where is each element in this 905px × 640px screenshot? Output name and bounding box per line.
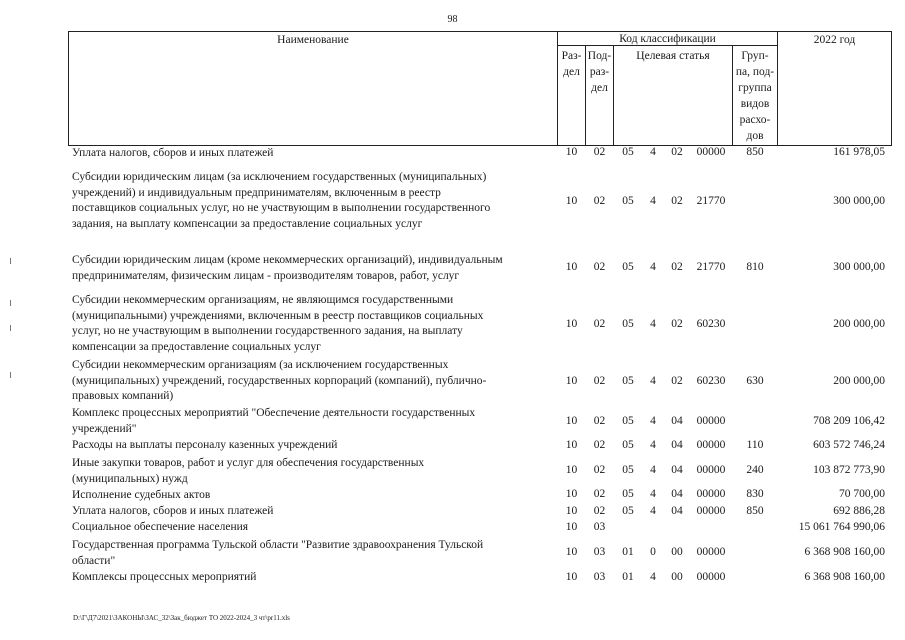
- cell-t2: 4: [650, 571, 656, 583]
- cell-t4: 21770: [696, 261, 726, 273]
- cell-podrazdel: 02: [593, 415, 606, 427]
- cell-t3: 02: [671, 261, 683, 273]
- cell-t1: 05: [622, 375, 634, 387]
- cell-t3: 04: [671, 488, 683, 500]
- cell-t4: 00000: [696, 464, 726, 476]
- row-name-line: области": [72, 554, 116, 567]
- cell-razdel: 10: [565, 464, 578, 476]
- cell-t2: 0: [650, 546, 656, 558]
- row-name-line: Иные закупки товаров, работ и услуг для обеспечения государственных: [72, 457, 425, 469]
- header-year: 2022 год: [813, 34, 856, 46]
- page-number: 98: [447, 14, 458, 25]
- row-name-line: Субсидии юридическим лицам (кроме некоммерческих организаций), индивидуальным: [72, 254, 503, 266]
- cell-t2: 4: [650, 261, 656, 273]
- cell-t3: 02: [671, 375, 683, 387]
- row-name-line: предпринимателям, физическим лицам - производителям товаров, работ, услуг: [72, 269, 460, 282]
- row-name-line: Исполнение судебных актов: [72, 489, 211, 501]
- cell-t2: 4: [650, 318, 656, 330]
- row-name-line: поставщиков социальных услуг, но не участвующим в выполнении государственного: [72, 202, 491, 214]
- header-name: Наименование: [277, 34, 349, 46]
- cell-t1: 05: [622, 261, 634, 273]
- cell-amount: 200 000,00: [833, 318, 885, 330]
- cell-t1: 05: [622, 146, 634, 158]
- row-name-line: учреждений) и индивидуальным предпринимателям, включенным в реестр: [72, 186, 441, 199]
- row-name-line: Комплексы процессных мероприятий: [72, 571, 257, 583]
- row-name: [72, 170, 557, 232]
- cell-razdel: 10: [565, 415, 578, 427]
- cell-t3: 04: [671, 415, 683, 427]
- row-name: [72, 488, 557, 504]
- row-name-line: Уплата налогов, сборов и иных платежей: [72, 147, 274, 159]
- row-name-line: Уплата налогов, сборов и иных платежей: [72, 505, 274, 517]
- row-name: [72, 456, 557, 487]
- cell-amount: 6 368 908 160,00: [804, 571, 885, 583]
- cell-t2: 4: [650, 505, 656, 517]
- cell-t4: 00000: [696, 439, 726, 451]
- cell-podrazdel: 02: [593, 505, 606, 517]
- row-name: [72, 146, 557, 162]
- cell-t4: 00000: [696, 146, 726, 158]
- cell-podrazdel: 02: [593, 195, 606, 207]
- row-name: [72, 504, 557, 520]
- cell-vid: 240: [746, 464, 764, 476]
- cell-t1: 01: [622, 571, 634, 583]
- cell-t1: 05: [622, 415, 634, 427]
- cell-t1: 05: [622, 505, 634, 517]
- row-name: [72, 293, 557, 355]
- cell-t2: 4: [650, 375, 656, 387]
- cell-t4: 60230: [696, 318, 726, 330]
- cell-vid: 830: [746, 488, 764, 500]
- cell-razdel: 10: [565, 546, 578, 558]
- cell-t3: 04: [671, 439, 683, 451]
- cell-t2: 4: [650, 146, 656, 158]
- cell-amount: 200 000,00: [833, 375, 885, 387]
- cell-t1: 05: [622, 318, 634, 330]
- header-target: Целевая статья: [636, 50, 710, 62]
- cell-amount: 603 572 746,24: [813, 439, 885, 451]
- header-podrazdel: Под- раз- дел: [587, 50, 612, 94]
- cell-podrazdel: 02: [593, 488, 606, 500]
- cell-razdel: 10: [565, 195, 578, 207]
- cell-t1: 05: [622, 195, 634, 207]
- cell-amount: 70 700,00: [839, 488, 885, 500]
- cell-t1: 05: [622, 488, 634, 500]
- row-name-line: Комплекс процессных мероприятий "Обеспечение деятельности государственных: [72, 407, 476, 419]
- cell-t1: 05: [622, 439, 634, 451]
- cell-t4: 00000: [696, 571, 726, 583]
- cell-amount: 6 368 908 160,00: [804, 546, 885, 558]
- cell-t3: 02: [671, 146, 683, 158]
- cell-t4: 00000: [696, 546, 726, 558]
- row-name: [72, 406, 557, 437]
- cell-t1: 05: [622, 464, 634, 476]
- cell-t2: 4: [650, 439, 656, 451]
- cell-t4: 00000: [696, 488, 726, 500]
- cell-vid: 850: [746, 505, 764, 517]
- row-name-line: Расходы на выплаты персоналу казенных учреждений: [72, 439, 338, 451]
- row-name-line: компенсации за предоставление социальных услуг: [72, 340, 321, 353]
- cell-razdel: 10: [565, 488, 578, 500]
- row-name: [72, 253, 557, 284]
- row-name: [72, 520, 557, 536]
- cell-podrazdel: 02: [593, 318, 606, 330]
- row-name-line: правовых компаний): [72, 390, 174, 402]
- cell-razdel: 10: [565, 146, 578, 158]
- row-name-line: услуг, но не участвующим в выполнении государственного задания, на выплату: [72, 325, 463, 337]
- cell-vid: 810: [746, 261, 764, 273]
- cell-razdel: 10: [565, 375, 578, 387]
- cell-amount: 161 978,05: [833, 146, 885, 158]
- cell-podrazdel: 02: [593, 439, 606, 451]
- row-name-line: Субсидии юридическим лицам (за исключением государственных (муниципальных): [72, 171, 487, 183]
- row-name: [72, 570, 557, 586]
- row-name-line: Социальное обеспечение населения: [72, 521, 249, 533]
- row-name-line: (муниципальных) нужд: [72, 472, 188, 485]
- cell-podrazdel: 02: [593, 375, 606, 387]
- cell-t1: 01: [622, 546, 634, 558]
- cell-razdel: 10: [565, 318, 578, 330]
- cell-podrazdel: 03: [593, 571, 606, 583]
- row-name-line: Субсидии некоммерческим организациям (за исключением государственных: [72, 359, 449, 371]
- cell-razdel: 10: [565, 571, 578, 583]
- cell-vid: 850: [746, 146, 764, 158]
- cell-t2: 4: [650, 415, 656, 427]
- row-name: [72, 438, 557, 454]
- cell-t4: 00000: [696, 415, 726, 427]
- cell-t4: 21770: [696, 195, 726, 207]
- cell-amount: 300 000,00: [833, 195, 885, 207]
- header-razdel: Раз- дел: [561, 50, 582, 78]
- cell-t3: 04: [671, 464, 683, 476]
- cell-t3: 02: [671, 318, 683, 330]
- cell-t3: 00: [671, 546, 683, 558]
- cell-podrazdel: 03: [593, 546, 606, 558]
- row-name-line: (муниципальных) учреждений, государственных корпораций (компаний), публично-: [72, 374, 487, 387]
- cell-podrazdel: 02: [593, 146, 606, 158]
- cell-amount: 708 209 106,42: [813, 415, 885, 427]
- file-path-footer: D:\Г\Д7\2021\ЗАКОНЫ\ЗАС_32\Зак_бюджет ТО 2022-2024_3 чт\pr11.xls: [73, 614, 290, 622]
- cell-amount: 103 872 773,90: [813, 464, 885, 476]
- cell-podrazdel: 03: [593, 521, 606, 533]
- cell-amount: 692 886,28: [833, 505, 885, 517]
- cell-t4: 00000: [696, 505, 726, 517]
- cell-t4: 60230: [696, 375, 726, 387]
- cell-vid: 630: [746, 375, 764, 387]
- header-vid: Груп- па, под- группа видов расхо- дов: [735, 50, 775, 142]
- cell-razdel: 10: [565, 261, 578, 273]
- cell-amount: 15 061 764 990,06: [798, 521, 885, 533]
- row-name-line: (муниципальными) учреждениями, включенным в реестр поставщиков социальных: [72, 309, 484, 322]
- cell-razdel: 10: [565, 439, 578, 451]
- row-name-line: учреждений": [72, 422, 137, 435]
- row-name-line: Государственная программа Тульской области "Развитие здравоохранения Тульской: [72, 539, 484, 551]
- cell-t3: 02: [671, 195, 683, 207]
- row-name: [72, 358, 557, 405]
- row-name: [72, 538, 557, 569]
- row-name-line: Субсидии некоммерческим организациям, не являющимся государственными: [72, 294, 454, 306]
- row-name-line: задания, на выплату компенсации за предоставление социальных услуг: [72, 217, 423, 230]
- cell-t2: 4: [650, 195, 656, 207]
- header-code-group: Код классификации: [619, 33, 716, 45]
- cell-podrazdel: 02: [593, 261, 606, 273]
- cell-amount: 300 000,00: [833, 261, 885, 273]
- cell-razdel: 10: [565, 505, 578, 517]
- cell-t2: 4: [650, 464, 656, 476]
- cell-t3: 00: [671, 571, 683, 583]
- cell-vid: 110: [746, 439, 764, 451]
- cell-t2: 4: [650, 488, 656, 500]
- cell-podrazdel: 02: [593, 464, 606, 476]
- cell-t3: 04: [671, 505, 683, 517]
- cell-razdel: 10: [565, 521, 578, 533]
